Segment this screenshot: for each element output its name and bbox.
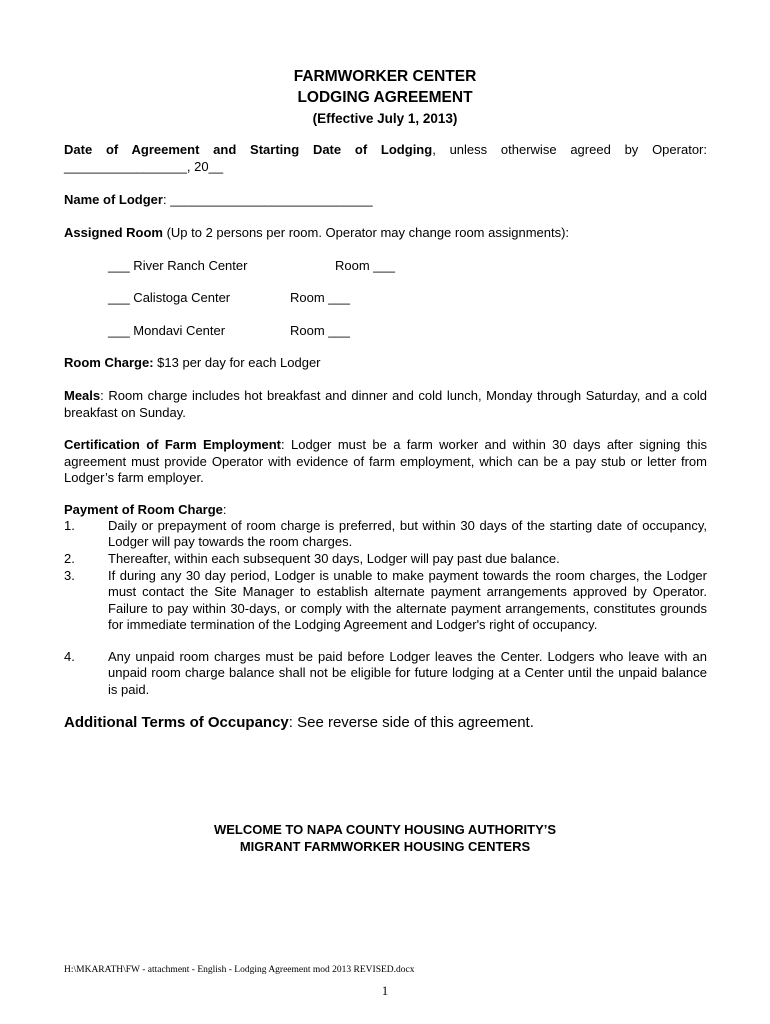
date-of-agreement-paragraph: [64, 142, 707, 175]
welcome-line-2: MIGRANT FARMWORKER HOUSING CENTERS: [239, 839, 531, 854]
payment-colon: :: [222, 502, 227, 517]
list-item-number: 1.: [64, 518, 75, 533]
room-charge-paragraph: [64, 355, 707, 372]
date-blank: _________________, 20__: [64, 158, 224, 174]
title-line-1: FARMWORKER CENTER: [293, 68, 477, 85]
list-item-text: Any unpaid room charges must be paid before Lodger leaves the Center. Lodgers who leave with an unpaid room charge balance shall not be eligible for future lodging at a Center until the unpaid balance is paid.: [108, 649, 707, 697]
name-of-lodger-label: Name of Lodger: [64, 192, 163, 207]
certification-text: : Lodger must be a farm worker and within 30 days after signing this agreement must provide Operator with evidence of farm employment, which can be a pay stub or letter from Lodger’s farm employer.: [64, 437, 708, 485]
assigned-room-text: (Up to 2 persons per room. Operator may change room assignments):: [162, 225, 570, 240]
date-of-agreement-label: Date of Agreement and Starting Date of Lodging: [64, 142, 433, 157]
list-item-number: 2.: [64, 551, 75, 566]
meals-paragraph: [64, 388, 707, 421]
assigned-room-paragraph: [64, 225, 707, 242]
footer-file-path: H:\MKARATH\FW - attachment - English - Lodging Agreement mod 2013 REVISED.docx: [64, 965, 415, 975]
meals-text: : Room charge includes hot breakfast and dinner and cold lunch, Monday through Saturday, and a cold breakfast on Sunday.: [64, 388, 707, 420]
name-of-lodger-blank: : ____________________________: [162, 192, 373, 207]
meals-label: Meals: [64, 388, 101, 403]
room-number-blank: Room ___: [290, 323, 350, 338]
list-item-text: If during any 30 day period, Lodger is unable to make payment towards the room charges, the Lodger must contact the Site Manager to establish alternate payment arrangements approved by Operator. Failure to pay within 30-days, or comply with the alternate payment arrangements, constitutes grounds for immediate termination of the Lodging Agreement and Lodger's right of occupancy.: [108, 568, 707, 632]
title-line-2: LODGING AGREEMENT: [297, 89, 473, 106]
list-item-number: 3.: [64, 568, 75, 583]
welcome-heading: [0, 821, 770, 855]
payment-label: Payment of Room Charge: [64, 502, 223, 517]
name-of-lodger-paragraph: [64, 192, 707, 209]
page-number: 1: [381, 984, 389, 998]
additional-terms-label: Additional Terms of Occupancy: [64, 714, 289, 731]
room-number-blank: Room ___: [335, 258, 395, 273]
payment-heading: [64, 502, 707, 519]
certification-paragraph: [64, 437, 707, 487]
center-name: ___ River Ranch Center: [108, 258, 248, 273]
document-title-block: [0, 66, 770, 128]
welcome-line-1: WELCOME TO NAPA COUNTY HOUSING AUTHORITY’S: [213, 822, 557, 837]
certification-label: Certification of Farm Employment: [64, 437, 282, 452]
additional-terms-paragraph: [64, 713, 534, 733]
list-item-text: Daily or prepayment of room charge is preferred, but within 30 days of the starting date of occupancy, Lodger will pay towards the room charges.: [108, 518, 707, 550]
assigned-room-label: Assigned Room: [64, 225, 163, 240]
room-charge-text: $13 per day for each Lodger: [153, 355, 321, 370]
list-item-text: Thereafter, within each subsequent 30 days, Lodger will pay past due balance.: [108, 551, 560, 566]
effective-date: (Effective July 1, 2013): [312, 111, 458, 126]
additional-terms-text: : See reverse side of this agreement.: [288, 714, 534, 731]
center-name: ___ Calistoga Center: [108, 290, 231, 305]
center-name: ___ Mondavi Center: [108, 323, 226, 338]
date-of-agreement-text: , unless otherwise agreed by Operator:: [432, 142, 707, 157]
room-charge-label: Room Charge:: [64, 355, 154, 370]
list-item-number: 4.: [64, 649, 75, 664]
room-number-blank: Room ___: [290, 290, 350, 305]
